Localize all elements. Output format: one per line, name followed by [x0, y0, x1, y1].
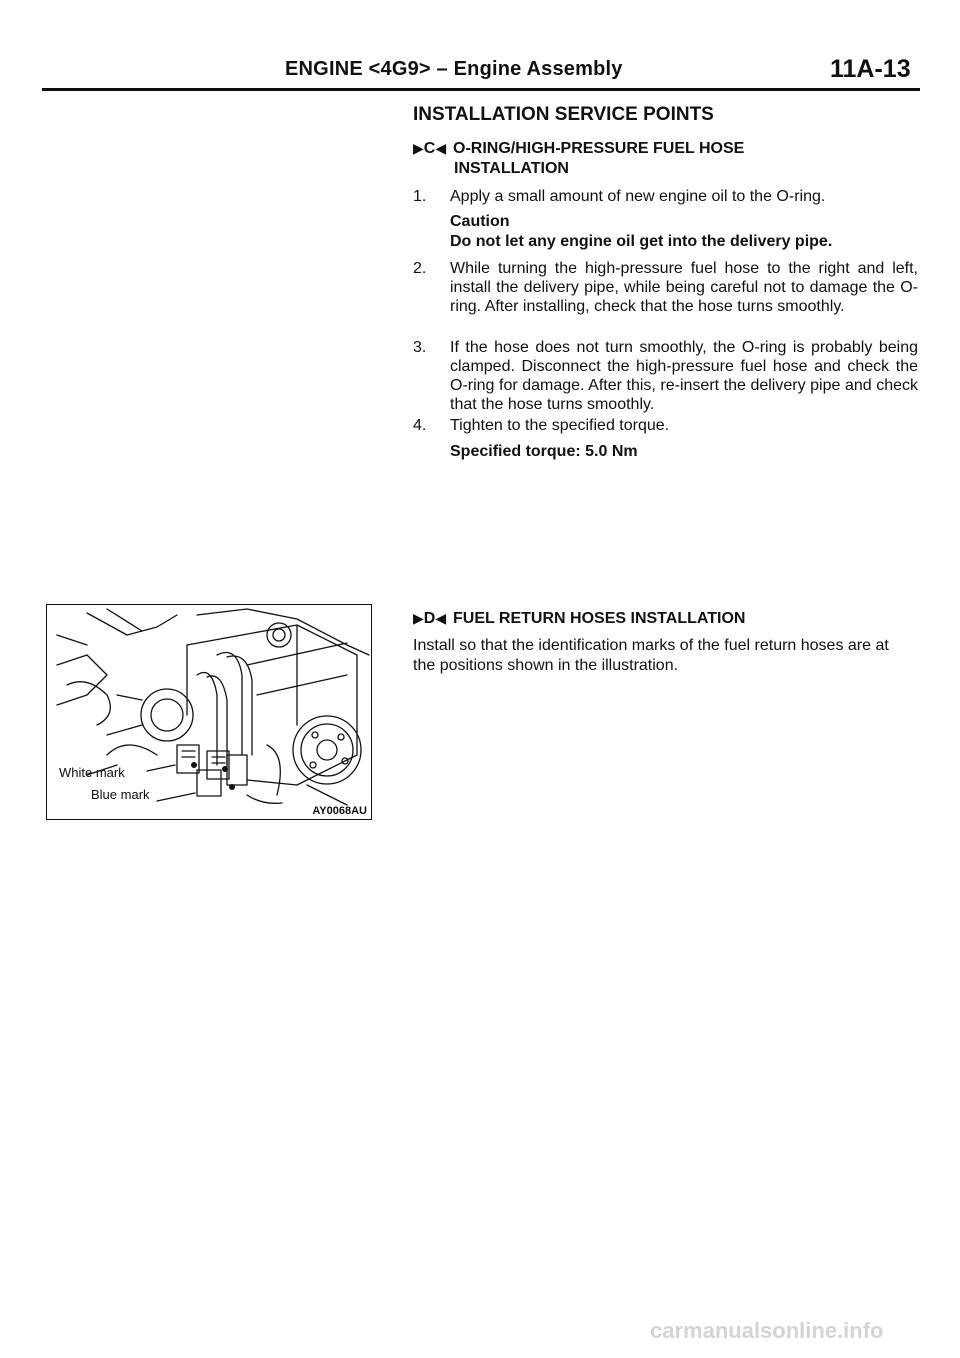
step-number: 1.	[413, 188, 427, 205]
engine-illustration	[46, 604, 372, 820]
caution-block	[450, 212, 920, 252]
arrow-right-icon: ▶	[413, 610, 424, 626]
procedure-d-letter: D	[423, 610, 436, 627]
step-4	[413, 416, 918, 435]
blue-mark-label: Blue mark	[91, 787, 150, 802]
procedure-c-title-line1: O-RING/HIGH-PRESSURE FUEL HOSE	[453, 140, 745, 157]
page-number: 11A-13	[830, 55, 911, 83]
procedure-c-marker	[413, 138, 453, 159]
step-2	[413, 259, 918, 316]
figure-code: AY0068AU	[312, 805, 367, 817]
step-3	[413, 338, 918, 414]
watermark: carmanualsonline.info	[650, 1318, 884, 1343]
procedure-c-heading	[413, 138, 918, 179]
procedure-c-letter: C	[423, 140, 436, 157]
page-header-title: ENGINE <4G9> – Engine Assembly	[285, 58, 623, 80]
procedure-d-marker	[413, 608, 453, 629]
header-divider	[42, 88, 920, 91]
step-text: If the hose does not turn smoothly, the O-ring is probably being clamped. Disconnect the high-pressure fuel hose and check the O-ring for damage. After this, re-insert the delivery pipe and check that the hose turns smoothly.	[450, 339, 918, 413]
step-text: While turning the high-pressure fuel hose to the right and left, install the delivery pipe, while being careful not to damage the O-ring. After installing, check that the hose turns smoothly.	[450, 260, 918, 315]
step-1	[413, 187, 918, 206]
arrow-left-icon: ◀	[435, 610, 447, 626]
step-number: 4.	[413, 417, 427, 434]
specified-torque: Specified torque: 5.0 Nm	[450, 443, 638, 460]
step-text: Tighten to the specified torque.	[450, 417, 670, 434]
section-heading: INSTALLATION SERVICE POINTS	[413, 104, 714, 125]
arrow-left-icon: ◀	[435, 140, 447, 156]
procedure-c-title-line2: INSTALLATION	[454, 160, 569, 177]
step-number: 2.	[413, 260, 427, 277]
caution-text: Do not let any engine oil get into the delivery pipe.	[450, 233, 833, 250]
step-text: Apply a small amount of new engine oil to the O-ring.	[450, 188, 826, 205]
procedure-d-heading	[413, 608, 918, 629]
procedure-d-title: FUEL RETURN HOSES INSTALLATION	[453, 610, 746, 627]
white-mark-label: White mark	[59, 765, 125, 780]
procedure-d-text: Install so that the identification marks of the fuel return hoses are at the positions shown in the illustration.	[413, 637, 889, 674]
caution-label: Caution	[450, 213, 510, 230]
step-number: 3.	[413, 339, 427, 356]
arrow-right-icon: ▶	[413, 140, 424, 156]
